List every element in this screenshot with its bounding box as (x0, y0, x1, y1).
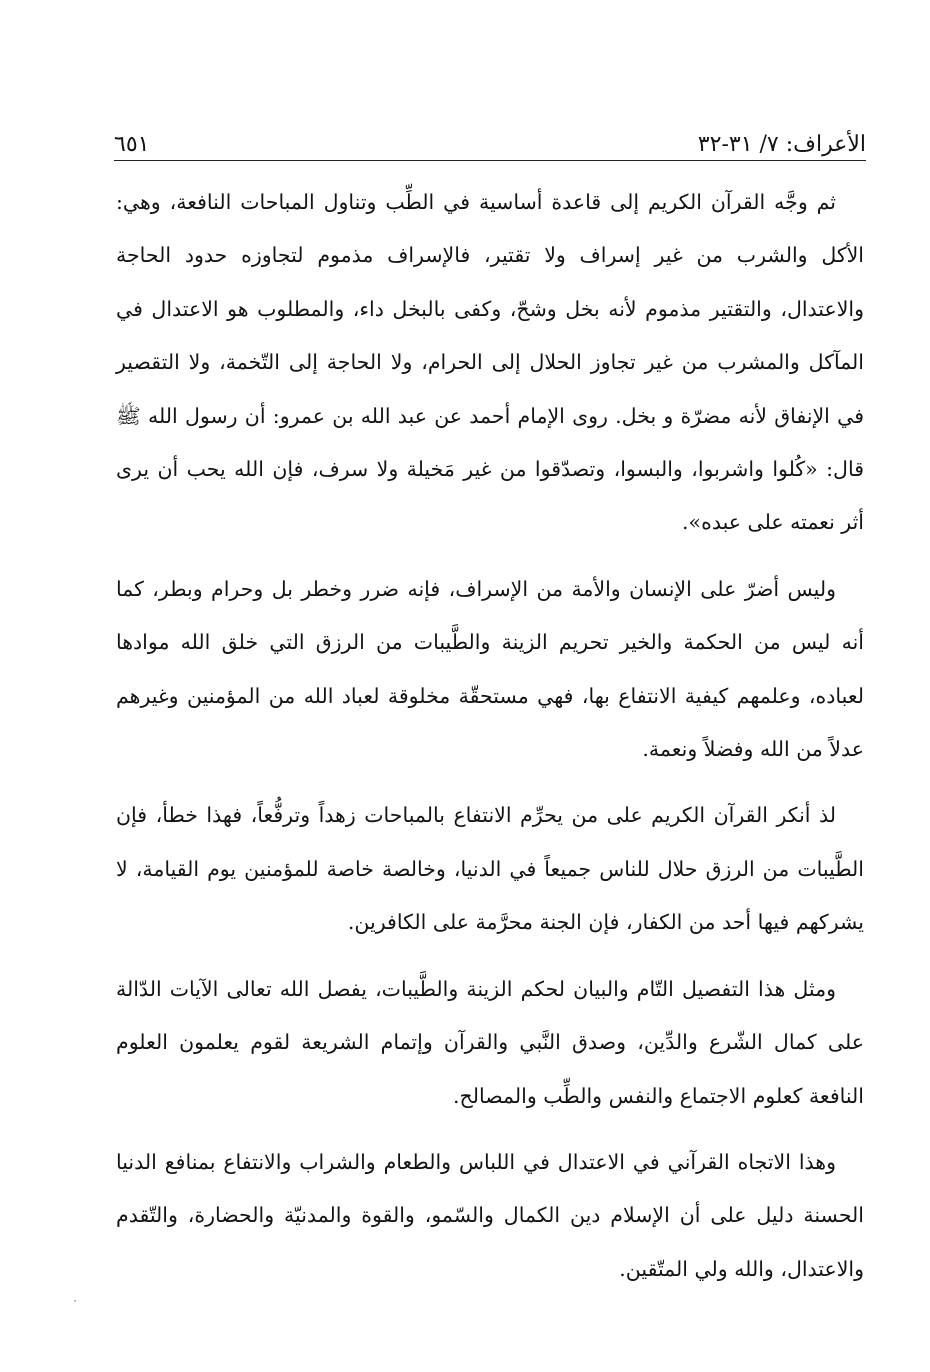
page-number: ٦٥١ (114, 131, 150, 157)
header-divider (114, 160, 866, 161)
chapter-reference: الأعراف: ٧/ ٣١-٣٢ (697, 131, 866, 157)
scan-speck (74, 1300, 76, 1302)
paragraph-1: ثم وجَّه القرآن الكريم إلى قاعدة أساسية في الطِّب وتناول المباحات النافعة، وهي: الأكل والشرب من غير إسراف ولا تقتير، فالإسراف مذموم لتجاوزه حدود الحاجة والاعتدال، والتقتير مذموم لأنه بخل وشحّ، وكفى بالبخل داء، والمطلوب هو الاعتدال في المآكل والمشرب من غير تجاوز الحلال إلى الحرام، ولا الحاجة إلى التّخمة، ولا التقصير في الإنفاق لأنه مضرّة و بخل. روى الإمام أحمد عن عبد الله بن عمرو: أن رسول الله ﷺ قال: «كُلوا واشربوا، والبسوا، وتصدّقوا من غير مَخيلة ولا سرف، فإن الله يحب أن يرى أثر نعمته على عبده». (116, 190, 864, 535)
paragraph-3: لذ أنكر القرآن الكريم على من يحرِّم الانتفاع بالمباحات زهداً وترفُّعاً، فهذا خطأ، فإن الطَّيبات من الرزق حلال للناس جميعاً في الدنيا، وخالصة خاصة للمؤمنين يوم القيامة، لا يشركهم فيها أحد من الكفار، فإن الجنة محرَّمة على الكافرين. (116, 803, 864, 935)
body-text (116, 176, 864, 1309)
paragraph-4: ومثل هذا التفصيل التّام والبيان لحكم الزينة والطَّيبات، يفصل الله تعالى الآيات الدّالة على كمال الشّرع والدِّين، وصدق النَّبي والقرآن وإتمام الشريعة لقوم يعلمون العلوم النافعة كعلوم الاجتماع والنفس والطِّب والمصالح. (116, 976, 864, 1108)
paragraph-5: وهذا الاتجاه القرآني في الاعتدال في اللباس والطعام والشراب والانتفاع بمنافع الدنيا الحسنة دليل على أن الإسلام دين الكمال والسّمو، والقوة والمدنيّة والحضارة، والتّقدم والاعتدال، والله ولي المتّقين. (116, 1149, 864, 1281)
running-header (114, 118, 866, 158)
paragraph-2: وليس أضرّ على الإنسان والأمة من الإسراف، فإنه ضرر وخطر بل وحرام وبطر، كما أنه ليس من الحكمة والخير تحريم الزينة والطَّيبات من الرزق التي خلق الله موادها لعباده، وعلمهم كيفية الانتفاع بها، فهي مستحقّة مخلوقة لعباد الله من المؤمنين وغيرهم عدلاً من الله وفضلاً ونعمة. (116, 576, 864, 762)
